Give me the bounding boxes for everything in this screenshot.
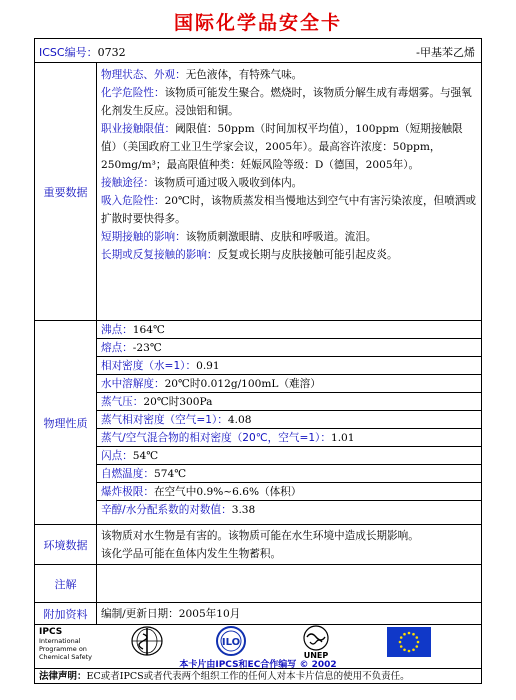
eu-star	[412, 633, 415, 636]
hazard-item: 长期或反复接触的影响：反复或长期与皮肤接触可能引起皮炎。	[101, 249, 398, 261]
eu-star	[412, 648, 415, 651]
environment-content	[97, 525, 481, 564]
property-row: 相对密度（水=1）：0.91	[97, 357, 481, 375]
svg-text:ILO: ILO	[221, 637, 241, 648]
eu-star	[403, 648, 406, 651]
header-row	[35, 39, 481, 63]
chemical-name: -甲基苯乙烯	[416, 46, 475, 59]
hazard-item: 物理状态、外观：无色液体，有特殊气味。	[101, 69, 303, 81]
property-row: 蒸气相对密度（空气=1）：4.08	[97, 411, 481, 429]
disclaimer-row	[35, 669, 481, 685]
property-row: 辛醇/水分配系数的对数值：3.38	[101, 504, 256, 516]
icsc-code-label: ICSC编号：	[39, 46, 98, 59]
eu-star	[408, 650, 411, 653]
hazard-content	[97, 63, 481, 320]
unep-label: UNEP	[303, 651, 329, 659]
logo-row	[35, 625, 481, 669]
eu-star	[399, 641, 402, 644]
environment-section	[35, 525, 481, 565]
disclaimer-text: EC或者IPCS或者代表两个组织工作的任何人对本卡片信息的使用不负责任。	[86, 671, 410, 682]
safety-card	[34, 38, 482, 684]
property-row: 沸点：164℃	[97, 321, 481, 339]
hazard-item: 吸入危险性：20℃时，该物质蒸发相当慢地达到空气中有害污染浓度，但喷洒或扩散时要快得多。	[101, 195, 476, 225]
eu-star	[415, 645, 418, 648]
property-row: 自燃温度：574℃	[97, 465, 481, 483]
hazard-section	[35, 63, 481, 321]
update-date: 编制/更新日期：2005年10月	[101, 608, 241, 620]
credit-line: 本卡片由IPCS和EC合作编写 © 2002	[179, 660, 337, 670]
additional-content	[97, 603, 481, 624]
additional-label: 附加资料	[35, 603, 97, 624]
eu-flag-icon	[387, 627, 431, 657]
environment-line: 该化学品可能在鱼体内发生生物蓄积。	[101, 548, 282, 560]
icsc-code	[39, 44, 126, 60]
notes-section	[35, 565, 481, 603]
hazard-item: 职业接触限值：阈限值：50ppm（时间加权平均值），100ppm（短期接触限值）（美国政府工业卫生学家会议，2005年）。最高容许浓度：50ppm，250mg/m³；最高限值种类：妊娠风险等级：D（德国，2005年）。	[101, 123, 463, 171]
ilo-logo-icon	[215, 626, 247, 656]
physical-content	[97, 321, 481, 524]
environment-label: 环境数据	[35, 525, 97, 564]
property-row: 爆炸极限：在空气中0.9%~6.6%（体积）	[97, 483, 481, 501]
property-row: 蒸气压：20℃时300Pa	[97, 393, 481, 411]
disclaimer-label: 法律声明：	[39, 671, 87, 682]
notes-label: 注解	[35, 565, 97, 602]
eu-star	[400, 636, 403, 639]
ipcs-block: IPCS International Programme on Chemical Safety	[39, 627, 93, 661]
unep-logo-icon	[299, 625, 333, 659]
property-row: 蒸气/空气混合物的相对密度（20℃，空气=1）：1.01	[97, 429, 481, 447]
property-row: 闪点：54℃	[97, 447, 481, 465]
hazard-item: 化学危险性：该物质可能发生聚合。燃烧时，该物质分解生成有毒烟雾。与强氧化剂发生反应。浸蚀铝和铜。	[101, 87, 472, 117]
eu-star	[415, 636, 418, 639]
card-title: 国际化学品安全卡	[173, 12, 342, 34]
eu-star	[417, 641, 420, 644]
property-row: 水中溶解度：20℃时0.012g/100mL（难溶）	[97, 375, 481, 393]
eu-star	[400, 645, 403, 648]
eu-star	[408, 632, 411, 635]
additional-section	[35, 603, 481, 625]
eu-star	[403, 633, 406, 636]
hazard-item: 短期接触的影响：该物质刺激眼睛、皮肤和呼吸道。流泪。	[101, 231, 377, 243]
ipcs-title: IPCS	[39, 627, 63, 637]
physical-section	[35, 321, 481, 525]
hazard-item: 接触途径：该物质可通过吸入吸收到体内。	[101, 177, 303, 189]
physical-label: 物理性质	[35, 321, 97, 524]
icsc-code-value: 0732	[97, 46, 126, 59]
property-row: 熔点：-23℃	[97, 339, 481, 357]
hazard-label: 重要数据	[35, 63, 97, 320]
notes-content	[97, 565, 481, 602]
environment-line: 该物质对水生物是有害的。该物质可能在水生环境中造成长期影响。	[101, 530, 419, 542]
who-logo-icon	[131, 626, 163, 656]
